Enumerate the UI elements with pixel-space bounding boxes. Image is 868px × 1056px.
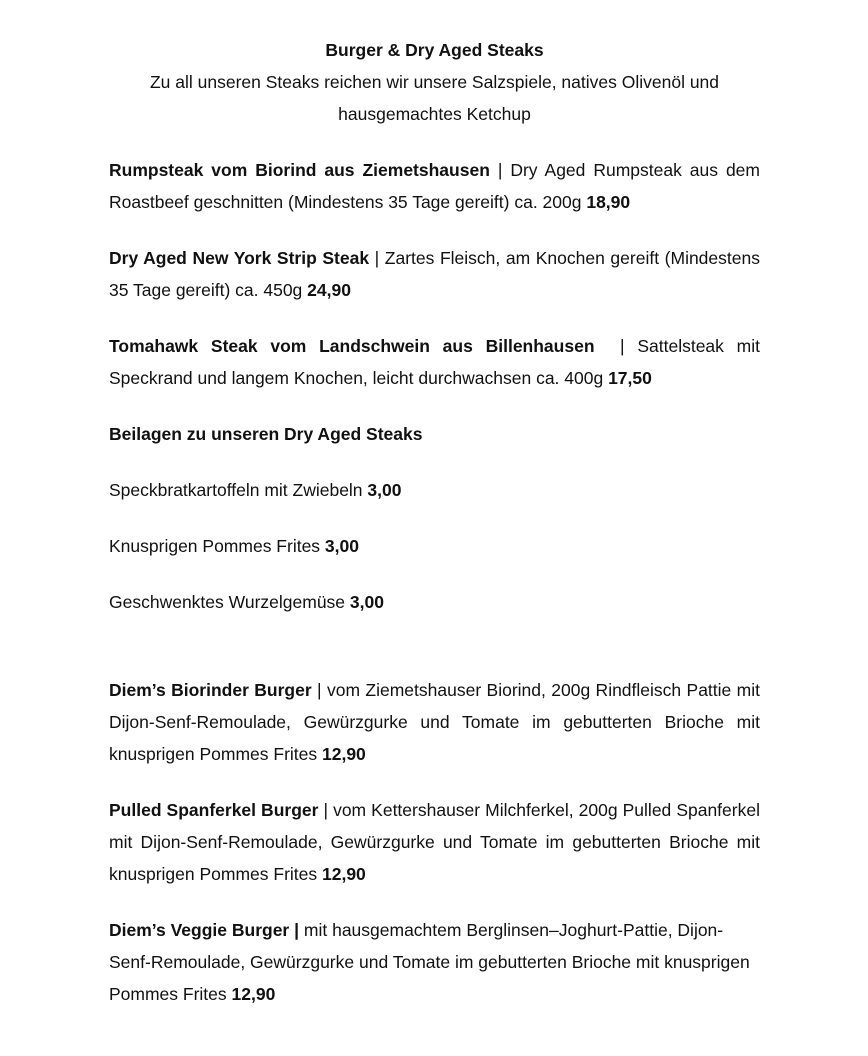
item-description: vom Ziemetshauser Biorind, 200g Rindfleisch Pattie mit Dijon-Senf-Remoulade, Gewürzgurke und Tomate im gebutterten Brioche mit knusprigen Pommes Frites xyxy=(109,680,760,764)
menu-item-rumpsteak xyxy=(109,154,760,218)
menu-header xyxy=(109,34,760,130)
item-price: 17,50 xyxy=(608,368,652,388)
item-separator: | xyxy=(311,680,327,700)
item-description: Zartes Fleisch, am Knochen gereift (Mindestens 35 Tage gereift) ca. 450g xyxy=(109,248,760,300)
item-price: 24,90 xyxy=(307,280,351,300)
item-name: Pulled Spanferkel Burger xyxy=(109,800,319,820)
menu-item-veggie-burger xyxy=(109,914,760,1010)
item-name: Dry Aged New York Strip Steak xyxy=(109,248,370,268)
item-separator: | xyxy=(489,160,511,180)
side-price: 3,00 xyxy=(324,536,359,556)
sides-heading: Beilagen zu unseren Dry Aged Steaks xyxy=(109,424,423,444)
side-item-pommes xyxy=(109,530,760,562)
item-price: 18,90 xyxy=(586,192,631,212)
side-name: Knusprigen Pommes Frites xyxy=(109,536,325,556)
side-item-bratkartoffeln xyxy=(109,474,760,506)
item-name: Diem’s Veggie Burger | xyxy=(109,920,300,940)
menu-subtitle: Zu all unseren Steaks reichen wir unsere Salzspiele, natives Olivenöl und hausgemachtes Ketchup xyxy=(149,72,720,124)
item-name: Rumpsteak vom Biorind aus Ziemetshausen xyxy=(109,160,490,180)
item-description: vom Kettershauser Milchferkel, 200g Pulled Spanferkel mit Dijon-Senf-Remoulade, Gewürzgurke und Tomate im gebutterten Brioche mit knusprigen Pommes Frites xyxy=(109,800,760,884)
section-spacer xyxy=(109,642,760,674)
menu-item-new-york-strip xyxy=(109,242,760,306)
item-price: 12,90 xyxy=(231,984,276,1004)
menu-item-spanferkel-burger xyxy=(109,794,760,890)
item-name: Tomahawk Steak vom Landschwein aus Billenhausen xyxy=(109,336,595,356)
menu-title: Burger & Dry Aged Steaks xyxy=(325,40,544,60)
item-separator: | xyxy=(318,800,334,820)
menu-item-biorinder-burger xyxy=(109,674,760,770)
item-price: 12,90 xyxy=(322,744,366,764)
side-price: 3,00 xyxy=(367,480,402,500)
side-name: Speckbratkartoffeln mit Zwiebeln xyxy=(109,480,368,500)
item-name: Diem’s Biorinder Burger xyxy=(109,680,312,700)
item-description: mit hausgemachtem Berglinsen–Joghurt-Pattie, Dijon-Senf-Remoulade, Gewürzgurke und Tomate im gebutterten Brioche mit knusprigen Pommes Frites xyxy=(109,920,750,1004)
item-price: 12,90 xyxy=(322,864,366,884)
side-name: Geschwenktes Wurzelgemüse xyxy=(109,592,350,612)
item-description: Sattelsteak mit Speckrand und langem Knochen, leicht durchwachsen ca. 400g xyxy=(109,336,760,388)
item-separator: | xyxy=(594,336,638,356)
side-price: 3,00 xyxy=(349,592,384,612)
menu-item-tomahawk xyxy=(109,330,760,394)
item-separator: | xyxy=(369,248,385,268)
item-description: Dry Aged Rumpsteak aus dem Roastbeef geschnitten (Mindestens 35 Tage gereift) ca. 200g xyxy=(109,160,760,212)
side-item-wurzelgemuese xyxy=(109,586,760,618)
